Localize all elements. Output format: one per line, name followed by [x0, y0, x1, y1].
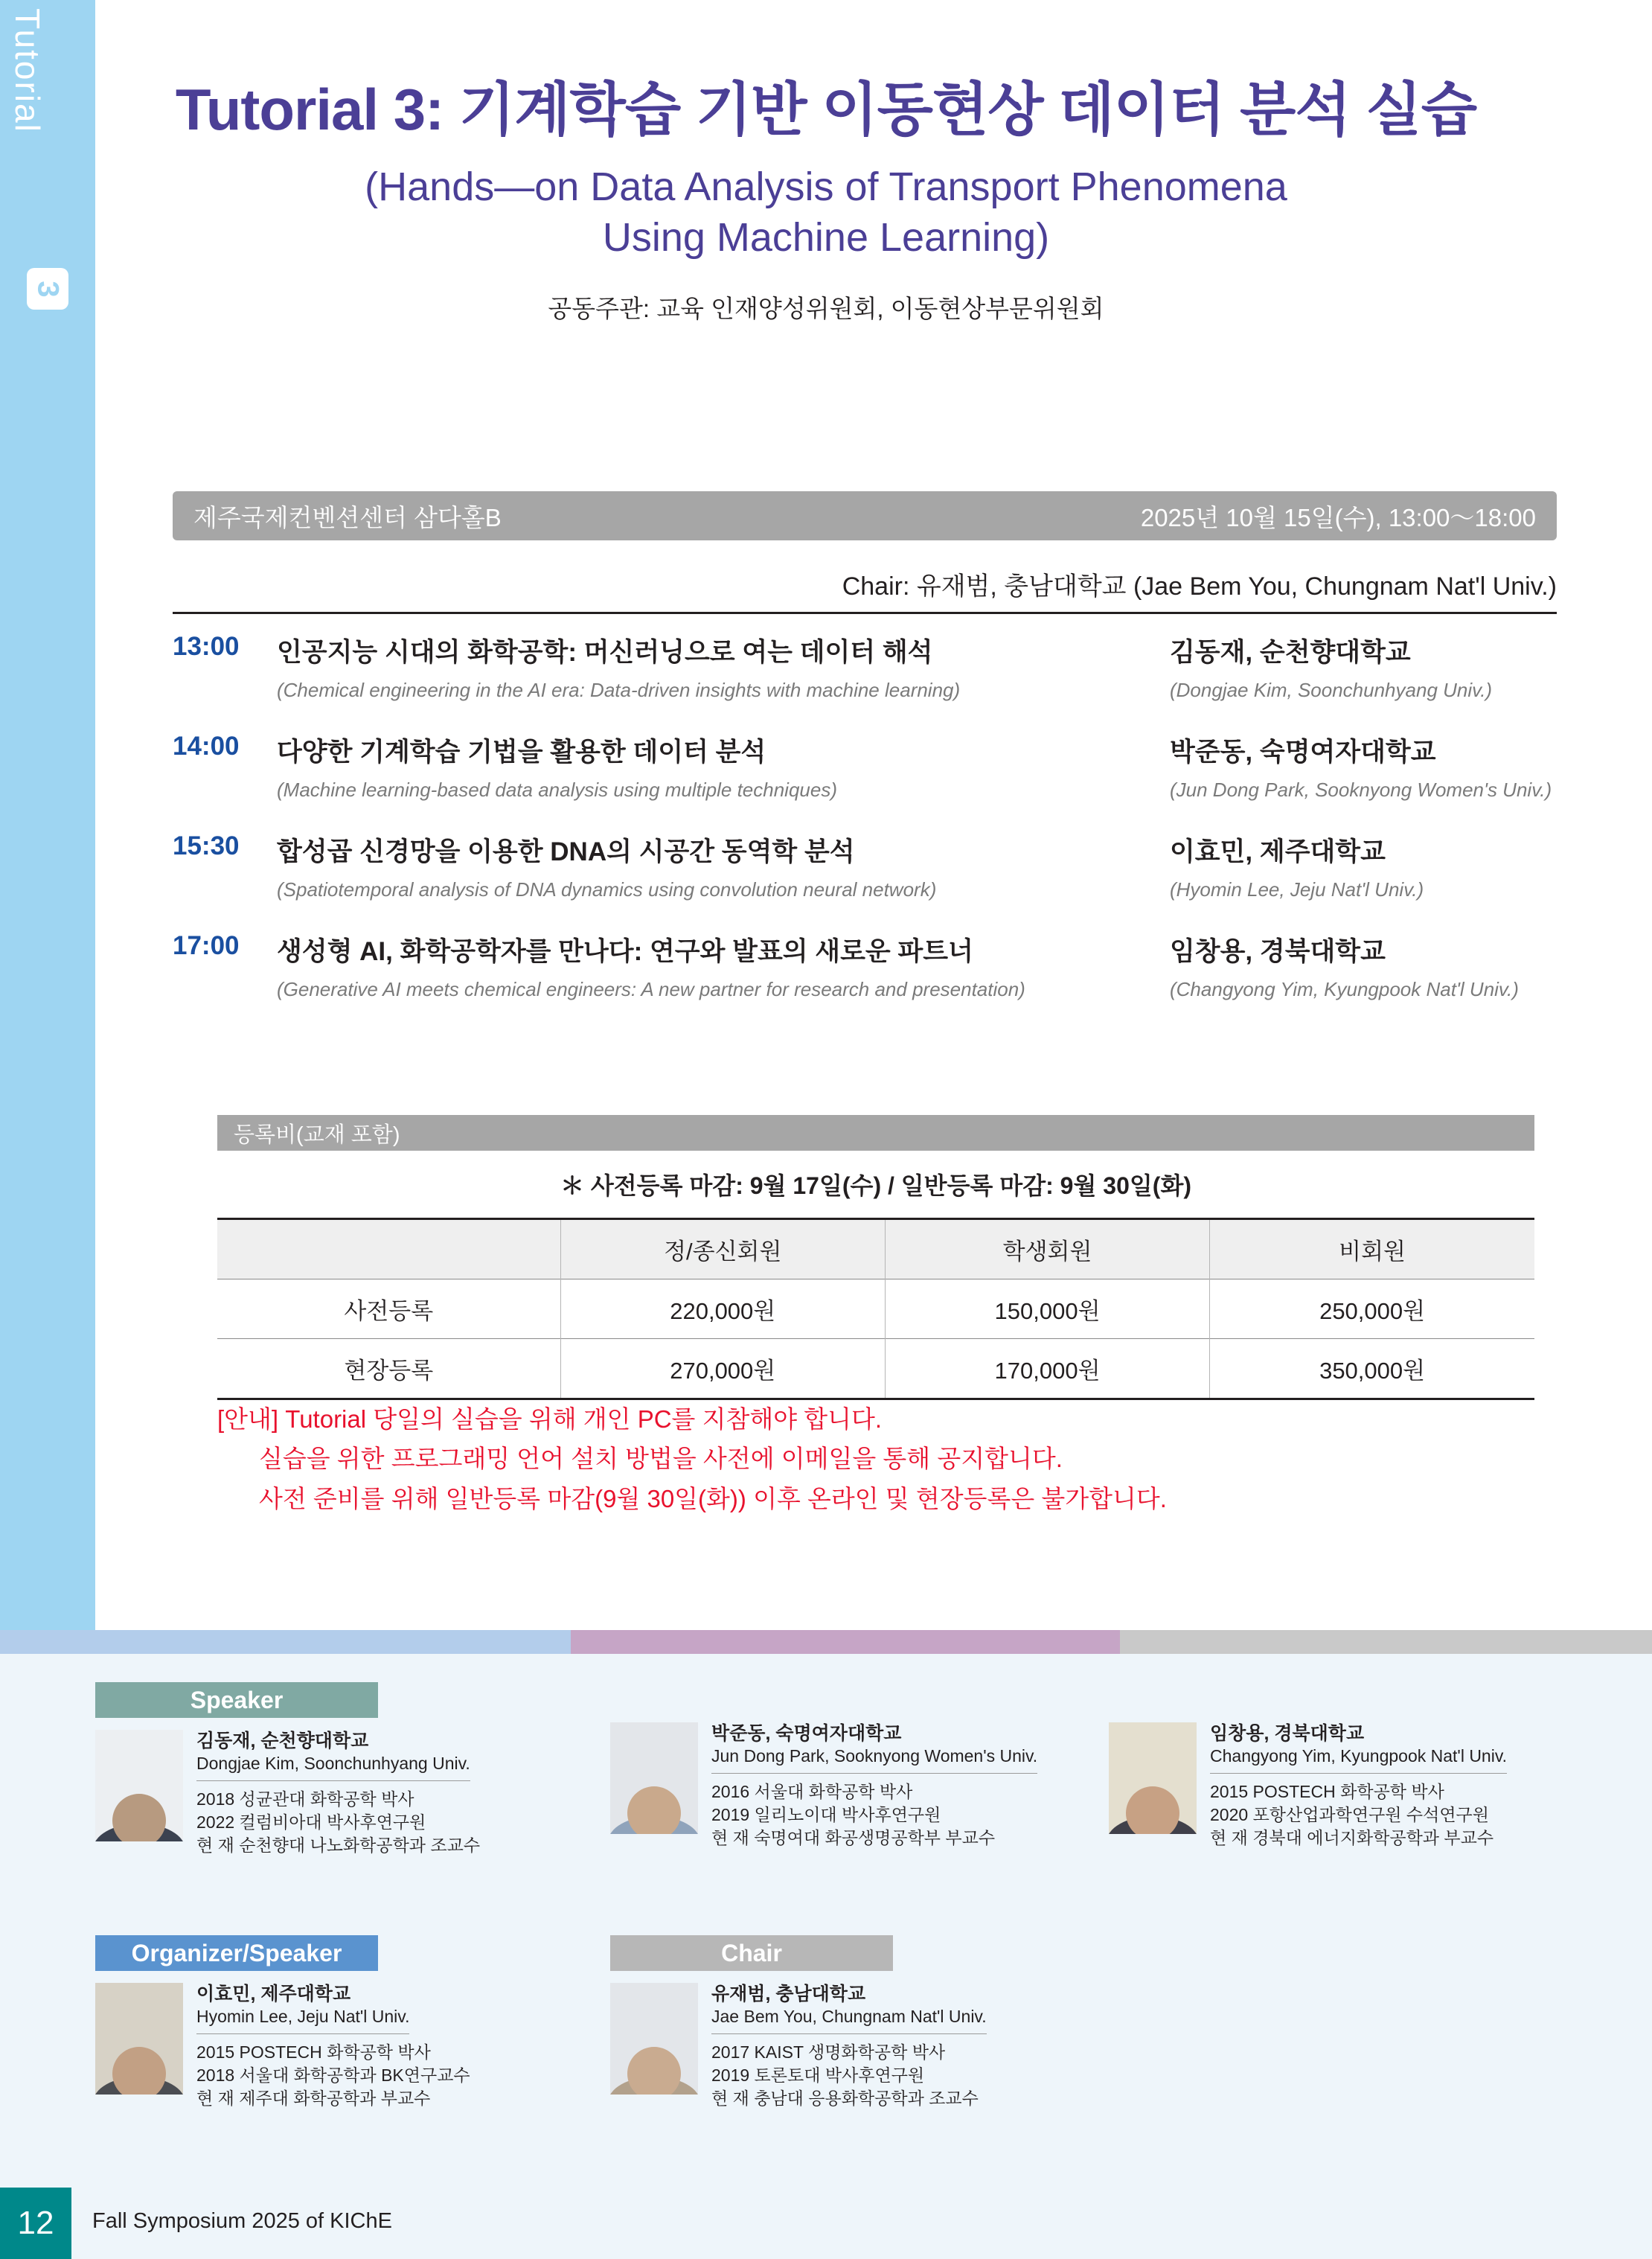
fee-cell: 150,000원: [885, 1279, 1209, 1339]
fee-table: [217, 1218, 1534, 1400]
bio-line: 2015 POSTECH 화학공학 박사: [196, 2042, 431, 2063]
bio-line: 2015 POSTECH 화학공학 박사: [1210, 1782, 1444, 1802]
session-speaker-en: (Changyong Yim, Kyungpook Nat'l Univ.): [1170, 978, 1519, 1000]
registration-fee-section: [217, 1115, 1534, 1400]
divider-segment-gray: [1120, 1630, 1652, 1654]
side-tab-number-badge: [27, 268, 68, 310]
session-time: 13:00: [173, 632, 240, 661]
venue-bar: [173, 491, 1557, 540]
bio-card-chair: [610, 1935, 1086, 2110]
fee-row-label: 사전등록: [344, 1298, 434, 1324]
session-title-en: (Generative AI meets chemical engineers: A new partner for research and presentation): [277, 978, 1025, 1000]
session-title-en: (Chemical engineering in the AI era: Data-driven insights with machine learning): [277, 679, 961, 701]
fee-section-heading: 등록비(교재 포함): [217, 1115, 1534, 1151]
session-row: [173, 632, 1557, 709]
bio-name-ko: 임창용, 경북대학교: [1210, 1723, 1365, 1744]
session-title-ko: 합성곱 신경망을 이용한 DNA의 시공간 동역학 분석: [277, 837, 855, 866]
bio-name-ko: 유재범, 충남대학교: [711, 1984, 866, 2004]
bio-detail-lines: [196, 1788, 480, 1857]
divider-segment-mauve: [571, 1630, 1120, 1654]
footer-text: Fall Symposium 2025 of KIChE: [92, 2209, 392, 2233]
bio-line: 2018 성균관대 화학공학 박사: [196, 1789, 414, 1809]
cosponsor-line: 공동주관: 교육 인재양성위원회, 이동현상부문위원회: [548, 295, 1104, 323]
fee-col-header-nonmember: 비회원: [1210, 1219, 1534, 1279]
fee-deadline-note: ＊ 사전등록 마감: 9월 17일(수) / 일반등록 마감: 9월 30일(화): [560, 1172, 1192, 1199]
bio-name-en: Hyomin Lee, Jeju Nat'l Univ.: [196, 2006, 409, 2034]
page-subtitle-line1: (Hands—on Data Analysis of Transport Phenomena: [365, 164, 1287, 210]
bio-line: 현 재 경북대 에너지화학공학과 부교수: [1210, 1828, 1494, 1848]
bio-line: 현 재 충남대 응용화학공학과 조교수: [711, 2089, 979, 2109]
avatar: [95, 1730, 183, 1841]
color-divider: [0, 1630, 1652, 1654]
page-subtitle: [0, 162, 1652, 263]
page-title: Tutorial 3: 기계학습 기반 이동현상 데이터 분석 실습: [175, 77, 1477, 142]
bio-line: 2017 KAIST 생명화학공학 박사: [711, 2042, 946, 2063]
bio-card-speaker-3: [1109, 1722, 1600, 1850]
bio-name-ko: 김동재, 순천향대학교: [196, 1731, 369, 1751]
fee-col-header-student: 학생회원: [885, 1219, 1209, 1279]
session-title-ko: 다양한 기계학습 기법을 활용한 데이터 분석: [277, 738, 766, 767]
bio-card-organizer: [95, 1935, 572, 2110]
session-speaker-en: (Dongjae Kim, Soonchunhyang Univ.): [1170, 679, 1493, 701]
bio-line: 2019 일리노이대 박사후연구원: [711, 1805, 941, 1825]
venue-place: 제주국제컨벤션센터 삼다홀B: [193, 503, 502, 531]
bio-detail-lines: [711, 2041, 987, 2110]
session-speaker-en: (Hyomin Lee, Jeju Nat'l Univ.): [1170, 878, 1424, 901]
fee-col-header-regular: 정/종신회원: [560, 1219, 885, 1279]
fee-row-label: 현장등록: [344, 1358, 434, 1384]
session-title-en: (Machine learning-based data analysis using multiple techniques): [277, 779, 837, 801]
avatar: [95, 1983, 183, 2095]
fee-cell: 250,000원: [1210, 1279, 1534, 1339]
avatar: [610, 1983, 698, 2095]
badge-speaker: Speaker: [95, 1682, 378, 1718]
badge-organizer: Organizer/Speaker: [95, 1935, 378, 1971]
biography-area: [0, 1654, 1652, 2259]
session-row: [173, 831, 1557, 909]
session-speaker-en: (Jun Dong Park, Sooknyong Women's Univ.): [1170, 779, 1552, 801]
bio-name-en: Jun Dong Park, Sooknyong Women's Univ.: [711, 1745, 1037, 1774]
fee-cell: 170,000원: [885, 1339, 1209, 1399]
divider-segment-blue: [0, 1630, 571, 1654]
fee-cell: 350,000원: [1210, 1339, 1534, 1399]
bio-name-ko: 이효민, 제주대학교: [196, 1984, 351, 2004]
bio-detail-lines: [711, 1780, 1037, 1850]
page-subtitle-line2: Using Machine Learning): [602, 215, 1050, 261]
avatar: [610, 1722, 698, 1834]
session-title-ko: 생성형 AI, 화학공학자를 만나다: 연구와 발표의 새로운 파트너: [277, 937, 973, 966]
notice-line-3: 사전 준비를 위해 일반등록 마감(9월 30일(화)) 이후 온라인 및 현장등록은 불가합니다.: [259, 1484, 1167, 1512]
avatar: [1109, 1722, 1197, 1834]
bio-card-speaker-2: [610, 1722, 1086, 1850]
bio-name-en: Dongjae Kim, Soonchunhyang Univ.: [196, 1753, 470, 1781]
session-time: 14:00: [173, 732, 240, 761]
bio-name-en: Changyong Yim, Kyungpook Nat'l Univ.: [1210, 1745, 1507, 1774]
bio-line: 2022 컬럼비아대 박사후연구원: [196, 1812, 426, 1833]
venue-datetime: 2025년 10월 15일(수), 13:00〜18:00: [1140, 503, 1536, 531]
page-number-badge: 12: [0, 2188, 71, 2259]
session-speaker-ko: 이효민, 제주대학교: [1170, 837, 1386, 866]
page-header: [0, 0, 1652, 325]
fee-table-header-row: [217, 1219, 1534, 1279]
bio-line: 현 재 숙명여대 화공생명공학부 부교수: [711, 1828, 996, 1848]
fee-col-header-blank: [217, 1219, 560, 1279]
notice-block: [217, 1399, 1512, 1518]
session-row: [173, 732, 1557, 809]
bio-detail-lines: [196, 2041, 470, 2110]
bio-line: 현 재 순천향대 나노화학공학과 조교수: [196, 1835, 481, 1856]
session-row: [173, 931, 1557, 1009]
table-row: [217, 1279, 1534, 1339]
session-time: 17:00: [173, 931, 240, 960]
bio-line: 2019 토론토대 박사후연구원: [711, 2065, 925, 2086]
fee-cell: 270,000원: [560, 1339, 885, 1399]
tutorial-side-tab: [0, 0, 95, 1630]
session-title-en: (Spatiotemporal analysis of DNA dynamics using convolution neural network): [277, 878, 937, 901]
notice-line-1: [안내] Tutorial 당일의 실습을 위해 개인 PC를 지참해야 합니다.: [217, 1405, 883, 1433]
fee-cell: 220,000원: [560, 1279, 885, 1339]
bio-detail-lines: [1210, 1780, 1507, 1850]
bio-name-ko: 박준동, 숙명여자대학교: [711, 1723, 902, 1744]
badge-chair: Chair: [610, 1935, 893, 1971]
table-row: [217, 1339, 1534, 1399]
session-schedule: [173, 612, 1557, 1031]
bio-card-speaker-1: [95, 1682, 572, 1857]
bio-name-en: Jae Bem You, Chungnam Nat'l Univ.: [711, 2006, 987, 2034]
bio-line: 2018 서울대 화학공학과 BK연구교수: [196, 2065, 470, 2086]
bio-line: 2020 포항산업과학연구원 수석연구원: [1210, 1805, 1489, 1825]
side-tab-number: 3: [31, 280, 65, 298]
bio-line: 현 재 제주대 화학공학과 부교수: [196, 2089, 431, 2109]
notice-line-2: 실습을 위한 프로그래밍 언어 설치 방법을 사전에 이메일을 통해 공지합니다.: [259, 1445, 1063, 1473]
session-speaker-ko: 임창용, 경북대학교: [1170, 937, 1386, 966]
side-tab-label: Tutorial: [8, 8, 47, 133]
session-title-ko: 인공지능 시대의 화학공학: 머신러닝으로 여는 데이터 해석: [277, 638, 933, 667]
session-speaker-ko: 박준동, 숙명여자대학교: [1170, 738, 1436, 767]
session-time: 15:30: [173, 831, 240, 860]
bio-line: 2016 서울대 화학공학 박사: [711, 1782, 913, 1802]
session-speaker-ko: 김동재, 순천향대학교: [1170, 638, 1411, 667]
chair-line: Chair: 유재범, 충남대학교 (Jae Bem You, Chungnam Nat'l Univ.): [842, 572, 1557, 601]
